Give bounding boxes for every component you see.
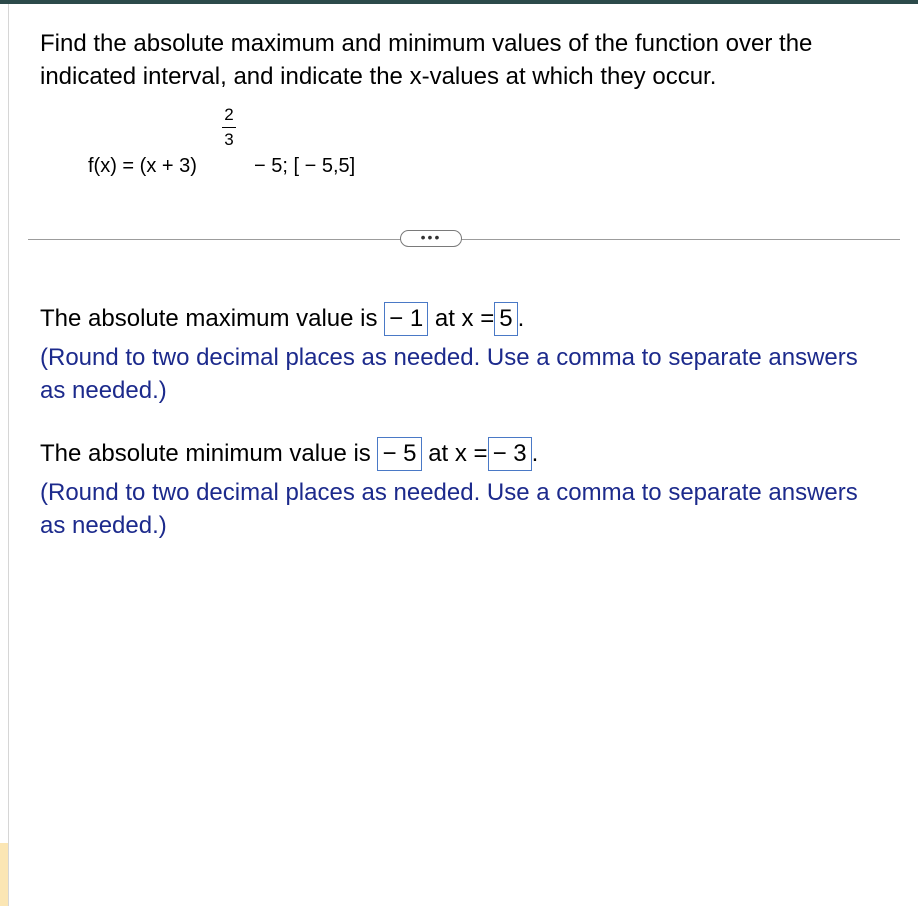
minimum-suffix: . xyxy=(531,440,539,467)
maximum-answer-line xyxy=(40,302,524,336)
function-formula xyxy=(88,105,488,185)
question-text: Find the absolute maximum and minimum values of the function over the indicated interval, and indicate the x-values at which they occur. xyxy=(40,30,813,90)
top-bar xyxy=(0,0,918,4)
exponent-denominator: 3 xyxy=(224,130,234,149)
minimum-hint: (Round to two decimal places as needed. Use a comma to separate answers as needed.) xyxy=(40,479,858,539)
minimum-value-box[interactable]: − 5 xyxy=(377,437,421,471)
minimum-prefix: The absolute minimum value is xyxy=(40,440,371,467)
maximum-prefix: The absolute maximum value is xyxy=(40,305,378,332)
maximum-value-box[interactable]: − 1 xyxy=(384,302,428,336)
exponent-fraction-bar xyxy=(222,127,236,128)
maximum-hint: (Round to two decimal places as needed. Use a comma to separate answers as needed.) xyxy=(40,344,858,404)
maximum-suffix: . xyxy=(517,305,525,332)
section-divider xyxy=(28,239,900,240)
minimum-answer-line xyxy=(40,437,538,471)
minimum-x-box[interactable]: − 3 xyxy=(488,437,532,471)
left-panel-edge xyxy=(0,4,9,906)
maximum-mid: at x = xyxy=(434,305,495,332)
minimum-mid: at x = xyxy=(428,440,488,467)
formula-base: f(x) = (x + 3) xyxy=(88,155,197,177)
maximum-x-box[interactable]: 5 xyxy=(494,302,517,336)
formula-exponent xyxy=(222,105,236,149)
expand-more-button[interactable]: ••• xyxy=(400,230,462,247)
left-panel-accent xyxy=(0,843,8,906)
exponent-numerator: 2 xyxy=(224,105,234,124)
formula-rest: − 5; [ − 5,5] xyxy=(254,155,356,177)
